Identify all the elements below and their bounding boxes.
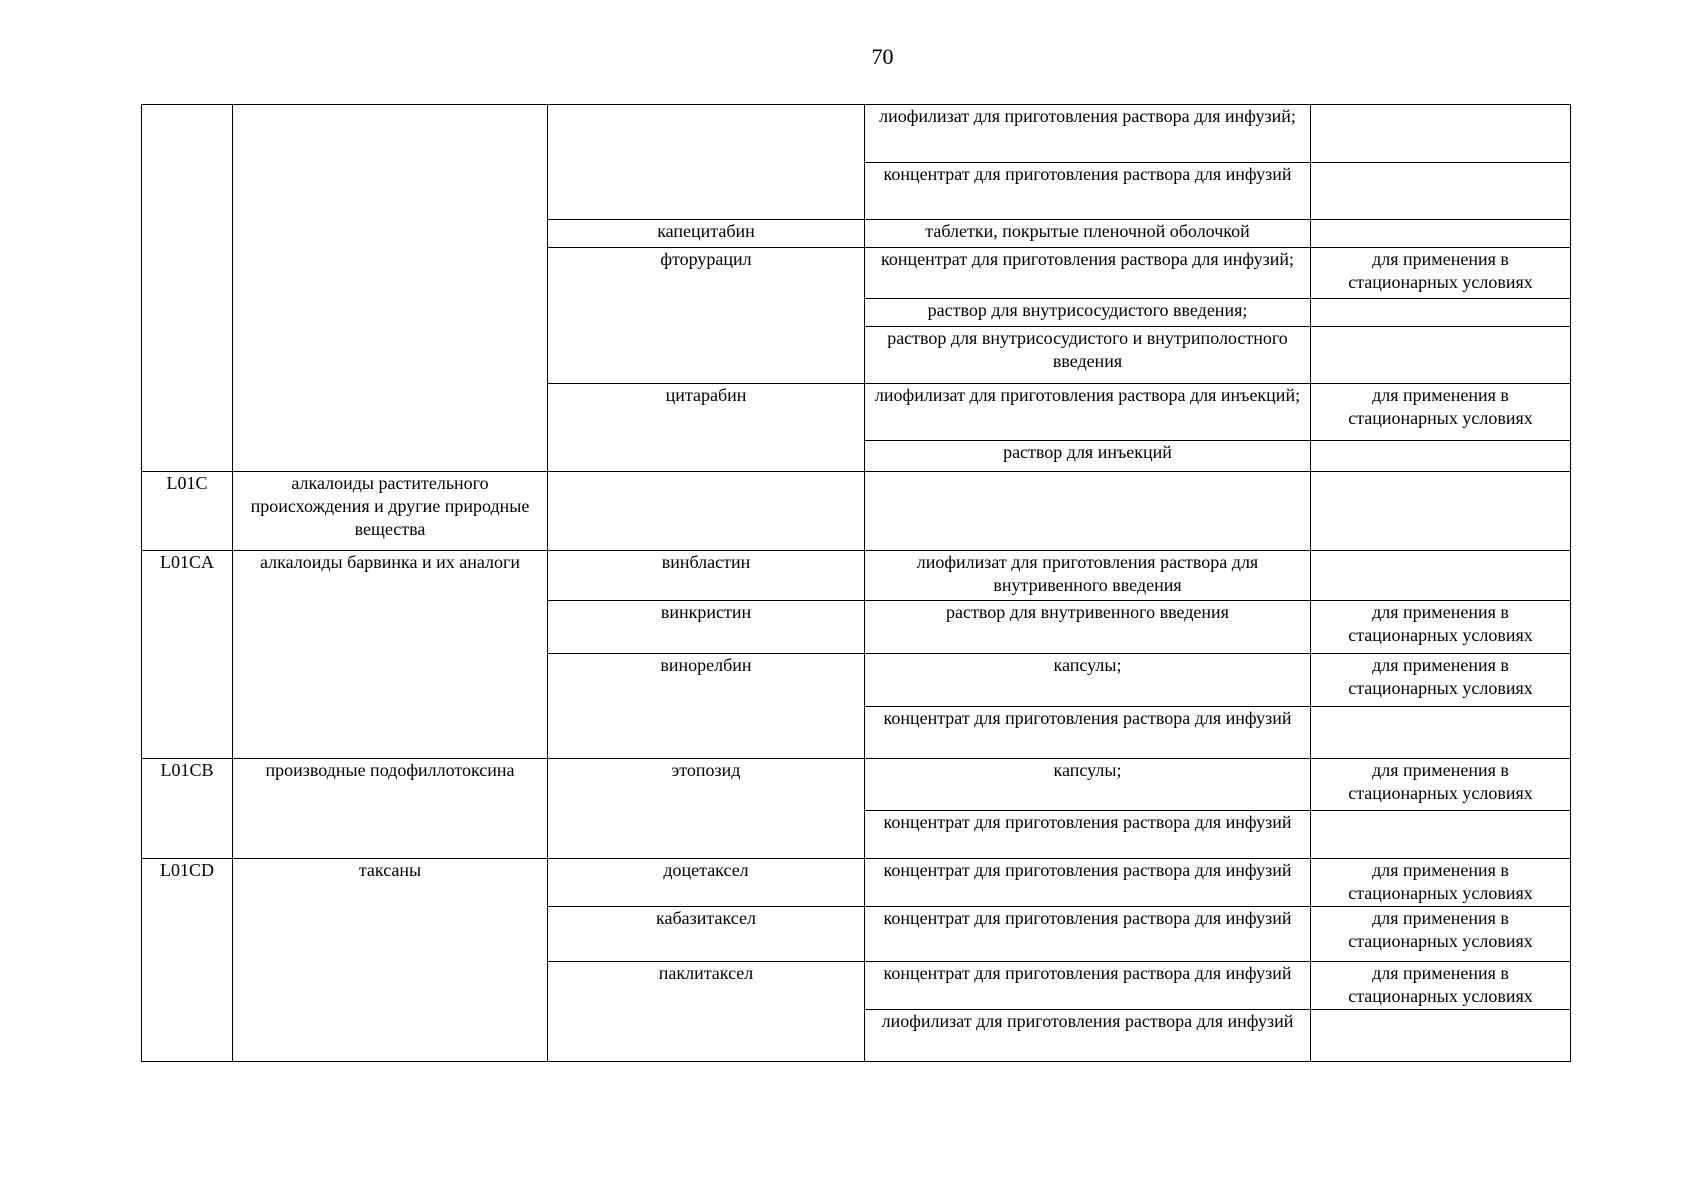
dosage-form-cell: концентрат для приготовления раствора для инфузий [865, 707, 1311, 759]
dosage-form-cell: капсулы; [865, 759, 1311, 811]
table-row [142, 105, 1571, 163]
dosage-form-cell: лиофилизат для приготовления раствора для инфузий [865, 1010, 1311, 1062]
dosage-form-cell: раствор для инъекций [865, 441, 1311, 472]
dosage-form-cell: капсулы; [865, 654, 1311, 707]
dosage-form-cell: раствор для внутривенного введения [865, 601, 1311, 654]
atc-code-cell: L01CA [142, 551, 233, 759]
group-name-cell: алкалоиды барвинка и их аналоги [233, 551, 548, 759]
group-name-cell: таксаны [233, 859, 548, 1062]
note-cell: для применения в стационарных условиях [1311, 962, 1571, 1010]
note-cell [1311, 327, 1571, 384]
drug-name-cell: винбластин [548, 551, 865, 601]
dosage-form-cell: раствор для внутрисосудистого введения; [865, 299, 1311, 327]
note-cell: для применения в стационарных условиях [1311, 907, 1571, 962]
atc-code-cell [142, 105, 233, 472]
group-name-cell: производные подофиллотоксина [233, 759, 548, 859]
table-row [142, 759, 1571, 811]
dosage-form-cell: концентрат для приготовления раствора для инфузий [865, 811, 1311, 859]
drug-name-cell: доцетаксел [548, 859, 865, 907]
note-cell [1311, 220, 1571, 248]
drug-name-cell [548, 105, 865, 220]
drug-name-cell: винкристин [548, 601, 865, 654]
atc-code-cell: L01CD [142, 859, 233, 1062]
dosage-form-cell: таблетки, покрытые пленочной оболочкой [865, 220, 1311, 248]
group-name-cell [233, 105, 548, 472]
dosage-form-cell: концентрат для приготовления раствора для инфузий [865, 962, 1311, 1010]
dosage-form-cell [865, 472, 1311, 551]
atc-code-cell: L01CB [142, 759, 233, 859]
page-number: 70 [871, 44, 894, 69]
drug-name-cell: фторурацил [548, 248, 865, 384]
note-cell [1311, 811, 1571, 859]
drug-name-cell: цитарабин [548, 384, 865, 472]
drug-name-cell [548, 472, 865, 551]
note-cell: для применения в стационарных условиях [1311, 759, 1571, 811]
note-cell [1311, 163, 1571, 220]
note-cell [1311, 105, 1571, 163]
atc-code-cell: L01C [142, 472, 233, 551]
dosage-form-cell: концентрат для приготовления раствора для инфузий; [865, 248, 1311, 299]
note-cell [1311, 299, 1571, 327]
drug-name-cell: этопозид [548, 759, 865, 859]
dosage-form-cell: лиофилизат для приготовления раствора для инъекций; [865, 384, 1311, 441]
dosage-form-cell: лиофилизат для приготовления раствора для инфузий; [865, 105, 1311, 163]
dosage-form-cell: концентрат для приготовления раствора для инфузий [865, 859, 1311, 907]
dosage-form-cell: концентрат для приготовления раствора для инфузий [865, 907, 1311, 962]
table-row [142, 551, 1571, 601]
drug-name-cell: паклитаксел [548, 962, 865, 1062]
note-cell: для применения в стационарных условиях [1311, 654, 1571, 707]
dosage-form-cell: раствор для внутрисосудистого и внутриполостного введения [865, 327, 1311, 384]
note-cell [1311, 1010, 1571, 1062]
note-cell: для применения в стационарных условиях [1311, 859, 1571, 907]
note-cell: для применения в стационарных условиях [1311, 248, 1571, 299]
table-row [142, 472, 1571, 551]
drug-table [141, 104, 1571, 1062]
group-name-cell: алкалоиды растительного происхождения и другие природные вещества [233, 472, 548, 551]
table-row [142, 859, 1571, 907]
note-cell [1311, 707, 1571, 759]
note-cell: для применения в стационарных условиях [1311, 384, 1571, 441]
dosage-form-cell: лиофилизат для приготовления раствора для внутривенного введения [865, 551, 1311, 601]
drug-name-cell: винорелбин [548, 654, 865, 759]
note-cell [1311, 441, 1571, 472]
drug-name-cell: кабазитаксел [548, 907, 865, 962]
drug-name-cell: капецитабин [548, 220, 865, 248]
note-cell [1311, 551, 1571, 601]
dosage-form-cell: концентрат для приготовления раствора для инфузий [865, 163, 1311, 220]
note-cell [1311, 472, 1571, 551]
note-cell: для применения в стационарных условиях [1311, 601, 1571, 654]
